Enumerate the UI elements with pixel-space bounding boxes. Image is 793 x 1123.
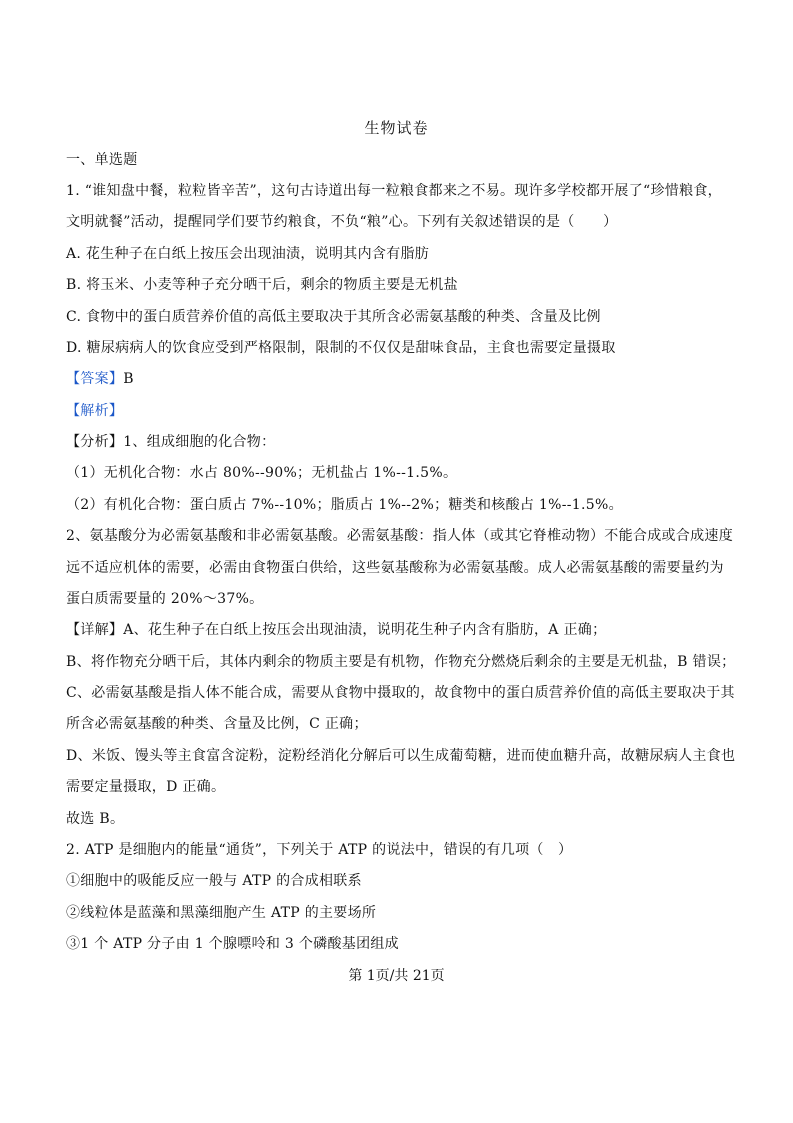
answer-tag: 【答案】 — [66, 371, 124, 387]
q1-stem-line2: 文明就餐”活动，提醒同学们要节约粮食，不负“粮”心。下列有关叙述错误的是（ ） — [66, 214, 618, 230]
fenxi-2a: 2、氨基酸分为必需氨基酸和非必需氨基酸。必需氨基酸：指人体（或其它脊椎动物）不能合成或合成速度 — [66, 528, 734, 544]
q1-option-a: A. 花生种子在白纸上按压会出现油渍，说明其内含有脂肪 — [66, 246, 430, 262]
q1-option-b: B. 将玉米、小麦等种子充分晒干后，剩余的物质主要是无机盐 — [66, 277, 458, 293]
xiangjie-d2: 需要定量摄取，D 正确。 — [66, 779, 226, 795]
xiangjie-a: A、花生种子在白纸上按压会出现油渍，说明花生种子内含有脂肪，A 正确； — [123, 622, 607, 638]
q1-conclusion: 故选 B。 — [66, 811, 125, 827]
analysis-tag: 【解析】 — [66, 403, 124, 419]
q1-option-d: D. 糖尿病病人的饮食应受到严格限制，限制的不仅仅是甜味食品，主食也需要定量摄取 — [66, 340, 616, 356]
q1-answer-line — [66, 369, 134, 389]
xiangjie-b: B、将作物充分晒干后，其体内剩余的物质主要是有机物，作物充分燃烧后剩余的主要是无机盐，B 错误； — [66, 654, 736, 670]
q1-option-c: C. 食物中的蛋白质营养价值的高低主要取决于其所含必需氨基酸的种类、含量及比例 — [66, 309, 601, 325]
q2-item-1: ①细胞中的吸能反应一般与 ATP 的合成相联系 — [66, 873, 362, 889]
fenxi-2c: 蛋白质需要量的 20%～37%。 — [66, 591, 264, 607]
page-footer: 第 1页/共 21页 — [348, 968, 445, 984]
q2-item-2: ②线粒体是蓝藻和黑藻细胞产生 ATP 的主要场所 — [66, 905, 377, 921]
q1-xiangjie-line — [66, 620, 606, 640]
q2-stem: 2. ATP 是细胞内的能量“通货”，下列关于 ATP 的说法中，错误的有几项（ ） — [66, 842, 573, 858]
xiangjie-c1: C、必需氨基酸是指人体不能合成，需要从食物中摄取的，故食物中的蛋白质营养价值的高低主要取决于其 — [66, 685, 735, 701]
q2-item-3: ③1 个 ATP 分子由 1 个腺嘌呤和 3 个磷酸基团组成 — [66, 936, 399, 952]
q1-fenxi-line — [66, 432, 275, 452]
fenxi-2b: 远不适应机体的需要，必需由食物蛋白供给，这些氨基酸称为必需氨基酸。成人必需氨基酸的需要量约为 — [66, 560, 724, 576]
answer-value: B — [123, 371, 134, 387]
q1-stem-line1: 1. “谁知盘中餐，粒粒皆辛苦”，这句古诗道出每一粒粮食都来之不易。现许多学校都开展了“珍惜粮食， — [66, 183, 722, 199]
page-title: 生物试卷 — [364, 119, 429, 137]
section-heading: 一、单选题 — [66, 152, 138, 168]
fenxi-1a: （1）无机化合物：水占 80%--90%；无机盐占 1%--1.5%。 — [66, 465, 458, 481]
fenxi-1: 1、组成细胞的化合物： — [123, 434, 276, 450]
xiangjie-d1: D、米饭、馒头等主食富含淀粉，淀粉经消化分解后可以生成葡萄糖，进而使血糖升高，故糖尿病人主食也 — [66, 748, 736, 764]
xiangjie-c2: 所含必需氨基酸的种类、含量及比例，C 正确； — [66, 716, 368, 732]
fenxi-tag: 【分析】 — [66, 434, 124, 450]
fenxi-1b: （2）有机化合物：蛋白质占 7%--10%；脂质占 1%--2%；糖类和核酸占 1%--1.5%。 — [66, 497, 623, 513]
xiangjie-tag: 【详解】 — [66, 622, 124, 638]
q1-analysis-line — [66, 401, 123, 421]
